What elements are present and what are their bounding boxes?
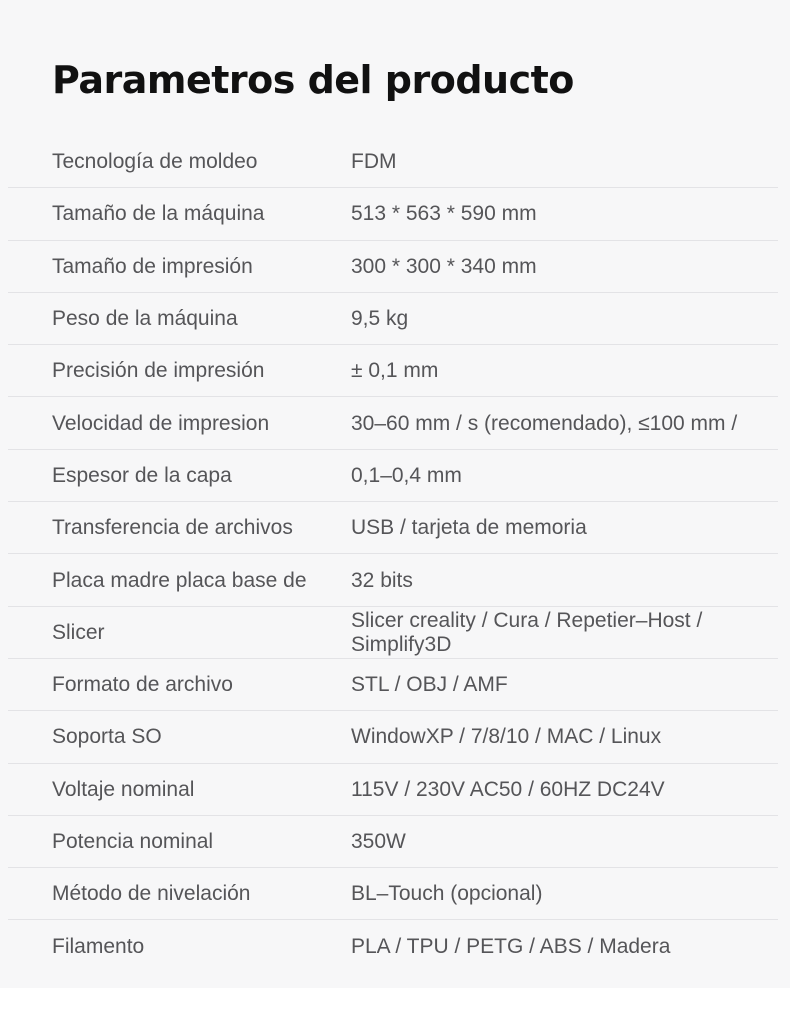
spec-label: Soporta SO — [52, 725, 162, 749]
spec-label: Placa madre placa base de — [52, 568, 307, 592]
spec-label: Peso de la máquina — [52, 307, 238, 331]
spec-label: Tamaño de la máquina — [52, 202, 265, 226]
spec-label: Espesor de la capa — [52, 463, 232, 487]
spec-label: Método de nivelación — [52, 882, 251, 906]
spec-label: Formato de archivo — [52, 673, 233, 697]
spec-value: PLA / TPU / PETG / ABS / Madera — [351, 934, 671, 958]
spec-value: FDM — [351, 150, 397, 174]
spec-row-molding-technology — [0, 136, 790, 188]
spec-label: Velocidad de impresion — [52, 411, 270, 435]
spec-table — [0, 136, 790, 973]
spec-label: Tecnología de moldeo — [52, 150, 258, 174]
spec-value: 350W — [351, 830, 406, 853]
spec-value: ± 0,1 mm — [351, 359, 439, 383]
spec-row-file-transfer — [0, 502, 790, 554]
spec-label: Tamaño de impresión — [52, 254, 253, 278]
spec-label: Potencia nominal — [52, 830, 214, 853]
spec-value: WindowXP / 7/8/10 / MAC / Linux — [351, 725, 662, 749]
spec-row-supported-os — [0, 711, 790, 763]
spec-row-leveling-method — [0, 868, 790, 920]
spec-label: Precisión de impresión — [52, 359, 265, 383]
spec-value: 0,1–0,4 mm — [351, 463, 462, 487]
spec-row-print-size — [0, 241, 790, 293]
spec-row-machine-weight — [0, 293, 790, 345]
spec-value: 9,5 kg — [351, 307, 409, 331]
spec-row-slicer — [0, 607, 790, 659]
spec-value: USB / tarjeta de memoria — [351, 516, 587, 540]
spec-row-layer-thickness — [0, 450, 790, 502]
spec-row-print-precision — [0, 345, 790, 397]
spec-value: Slicer creality / Cura / Repetier–Host / Simplify3D — [351, 608, 703, 656]
spec-value: 30–60 mm / s (recomendado), ≤100 mm / — [351, 411, 738, 435]
spec-label: Filamento — [52, 934, 145, 958]
spec-value: 513 * 563 * 590 mm — [351, 202, 537, 226]
spec-value: 115V / 230V AC50 / 60HZ DC24V — [351, 777, 665, 801]
spec-row-rated-voltage — [0, 764, 790, 816]
spec-value: 32 bits — [351, 568, 413, 592]
spec-row-machine-size — [0, 188, 790, 240]
spec-label: Voltaje nominal — [52, 777, 195, 801]
spec-row-rated-power — [0, 816, 790, 868]
spec-row-print-speed — [0, 397, 790, 449]
page-title: Parametros del producto — [52, 58, 574, 102]
spec-row-motherboard — [0, 554, 790, 606]
spec-row-file-format — [0, 659, 790, 711]
spec-label: Slicer — [52, 620, 105, 644]
spec-row-filament — [0, 920, 790, 972]
spec-value: STL / OBJ / AMF — [351, 673, 508, 697]
spec-value: 300 * 300 * 340 mm — [351, 254, 537, 278]
spec-value: BL–Touch (opcional) — [351, 882, 543, 906]
spec-label: Transferencia de archivos — [52, 516, 293, 540]
